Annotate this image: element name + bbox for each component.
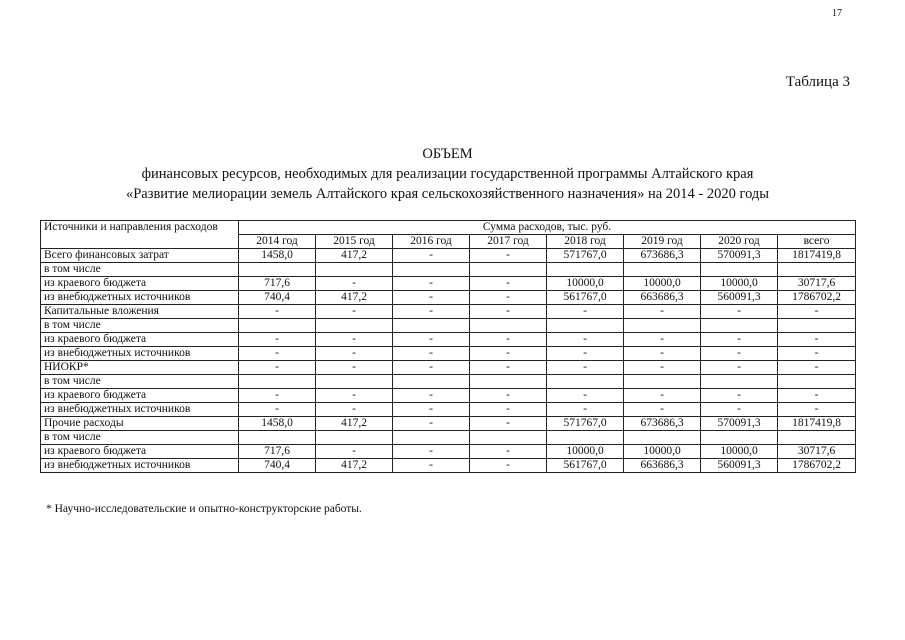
value-cell: - (393, 249, 470, 263)
value-cell: - (701, 403, 778, 417)
value-cell (778, 431, 856, 445)
value-cell: 417,2 (316, 417, 393, 431)
value-cell (547, 375, 624, 389)
value-cell: 10000,0 (547, 277, 624, 291)
row-label: в том числе (41, 431, 239, 445)
value-cell: 663686,3 (624, 291, 701, 305)
value-cell: - (701, 361, 778, 375)
table-row (41, 263, 856, 277)
value-cell (547, 319, 624, 333)
table-header-row (41, 221, 856, 235)
value-cell: - (393, 347, 470, 361)
value-cell: - (470, 347, 547, 361)
value-cell: - (470, 417, 547, 431)
value-cell: - (547, 389, 624, 403)
table-row (41, 291, 856, 305)
value-cell: - (393, 361, 470, 375)
value-cell: - (624, 305, 701, 319)
row-label: НИОКР* (41, 361, 239, 375)
value-cell: 673686,3 (624, 249, 701, 263)
value-cell: 1817419,8 (778, 249, 856, 263)
value-cell (239, 431, 316, 445)
value-cell: - (624, 403, 701, 417)
row-label: из краевого бюджета (41, 333, 239, 347)
value-cell: 570091,3 (701, 417, 778, 431)
heading-title: ОБЪЕМ (422, 146, 473, 162)
value-cell: 673686,3 (624, 417, 701, 431)
value-cell (393, 319, 470, 333)
value-cell: - (393, 459, 470, 473)
year-header: 2018 год (547, 235, 624, 249)
value-cell: - (701, 333, 778, 347)
value-cell: 1786702,2 (778, 291, 856, 305)
value-cell (547, 431, 624, 445)
value-cell: - (470, 445, 547, 459)
value-cell (316, 263, 393, 277)
table-row (41, 431, 856, 445)
table-row (41, 319, 856, 333)
value-cell (393, 263, 470, 277)
table-row (41, 305, 856, 319)
value-cell: - (239, 347, 316, 361)
value-cell (778, 263, 856, 277)
row-label: Прочие расходы (41, 417, 239, 431)
value-cell (778, 319, 856, 333)
year-header: 2017 год (470, 235, 547, 249)
table-row (41, 333, 856, 347)
row-label: Всего финансовых затрат (41, 249, 239, 263)
value-cell: - (547, 347, 624, 361)
year-header: 2014 год (239, 235, 316, 249)
row-label: из внебюджетных источников (41, 347, 239, 361)
value-cell (701, 431, 778, 445)
value-cell: - (393, 277, 470, 291)
value-cell: 560091,3 (701, 459, 778, 473)
value-cell: - (778, 403, 856, 417)
value-cell: 1458,0 (239, 417, 316, 431)
table-row (41, 445, 856, 459)
value-cell: - (624, 389, 701, 403)
value-cell: 417,2 (316, 291, 393, 305)
value-cell: - (778, 305, 856, 319)
value-cell: - (239, 305, 316, 319)
value-cell (239, 263, 316, 277)
value-cell: - (470, 291, 547, 305)
page-number: 17 (832, 8, 842, 19)
row-label: из внебюджетных источников (41, 403, 239, 417)
value-cell: - (547, 333, 624, 347)
row-label: в том числе (41, 319, 239, 333)
value-cell: 10000,0 (547, 445, 624, 459)
sum-column-header: Сумма расходов, тыс. руб. (239, 221, 856, 235)
value-cell (470, 375, 547, 389)
value-cell: - (470, 333, 547, 347)
value-cell: - (316, 361, 393, 375)
year-header: 2019 год (624, 235, 701, 249)
value-cell: - (239, 389, 316, 403)
value-cell: 717,6 (239, 277, 316, 291)
row-label: из внебюджетных источников (41, 291, 239, 305)
row-label: в том числе (41, 263, 239, 277)
value-cell: 560091,3 (701, 291, 778, 305)
value-cell (624, 375, 701, 389)
value-cell: 30717,6 (778, 445, 856, 459)
table-row (41, 389, 856, 403)
row-label: из краевого бюджета (41, 277, 239, 291)
value-cell (393, 375, 470, 389)
row-label: из внебюджетных источников (41, 459, 239, 473)
value-cell: 10000,0 (624, 445, 701, 459)
row-label: из краевого бюджета (41, 389, 239, 403)
value-cell: - (778, 333, 856, 347)
table-row (41, 459, 856, 473)
value-cell: - (316, 277, 393, 291)
value-cell: 561767,0 (547, 459, 624, 473)
value-cell (624, 263, 701, 277)
value-cell: - (470, 459, 547, 473)
finance-table (40, 220, 856, 473)
value-cell (239, 319, 316, 333)
year-header: 2015 год (316, 235, 393, 249)
value-cell: 570091,3 (701, 249, 778, 263)
table-row (41, 347, 856, 361)
value-cell: - (393, 305, 470, 319)
value-cell: - (316, 347, 393, 361)
value-cell: 417,2 (316, 249, 393, 263)
year-header: 2020 год (701, 235, 778, 249)
heading-line-2: «Развитие мелиорации земель Алтайского края сельскохозяйственного назначения» на 2014 - 2020 годы (125, 186, 770, 202)
value-cell: 10000,0 (701, 277, 778, 291)
value-cell: 1458,0 (239, 249, 316, 263)
value-cell (701, 375, 778, 389)
value-cell: - (470, 249, 547, 263)
value-cell (778, 375, 856, 389)
value-cell (701, 263, 778, 277)
value-cell: 30717,6 (778, 277, 856, 291)
value-cell: - (701, 347, 778, 361)
table-row (41, 249, 856, 263)
value-cell: 740,4 (239, 459, 316, 473)
value-cell: - (316, 403, 393, 417)
total-header: всего (778, 235, 856, 249)
value-cell: - (393, 389, 470, 403)
value-cell: 571767,0 (547, 249, 624, 263)
value-cell: - (470, 277, 547, 291)
row-label: Капитальные вложения (41, 305, 239, 319)
value-cell (470, 319, 547, 333)
finance-table-body (41, 221, 856, 473)
table-label: Таблица 3 (785, 74, 850, 90)
value-cell: - (393, 333, 470, 347)
value-cell: - (316, 333, 393, 347)
value-cell: - (470, 305, 547, 319)
value-cell: - (778, 361, 856, 375)
value-cell (624, 431, 701, 445)
value-cell: 561767,0 (547, 291, 624, 305)
value-cell: 571767,0 (547, 417, 624, 431)
value-cell: 10000,0 (624, 277, 701, 291)
source-column-header: Источники и направления расходов (41, 221, 239, 249)
value-cell (701, 319, 778, 333)
table-row (41, 361, 856, 375)
value-cell (316, 375, 393, 389)
value-cell (470, 431, 547, 445)
value-cell (470, 263, 547, 277)
value-cell: - (701, 305, 778, 319)
value-cell: - (393, 291, 470, 305)
value-cell: - (547, 403, 624, 417)
value-cell: - (239, 403, 316, 417)
value-cell: - (778, 389, 856, 403)
document-heading (40, 144, 855, 204)
value-cell (393, 431, 470, 445)
value-cell: - (393, 417, 470, 431)
value-cell: - (239, 361, 316, 375)
value-cell (624, 319, 701, 333)
value-cell (239, 375, 316, 389)
table-row (41, 417, 856, 431)
value-cell: - (701, 389, 778, 403)
footnote: * Научно-исследовательские и опытно-конструкторские работы. (46, 503, 362, 515)
value-cell: - (393, 445, 470, 459)
value-cell: - (547, 361, 624, 375)
value-cell: - (316, 389, 393, 403)
value-cell: - (470, 389, 547, 403)
value-cell: 1786702,2 (778, 459, 856, 473)
value-cell: - (316, 305, 393, 319)
value-cell: - (624, 361, 701, 375)
value-cell (547, 263, 624, 277)
value-cell: 10000,0 (701, 445, 778, 459)
value-cell: - (470, 403, 547, 417)
value-cell (316, 431, 393, 445)
value-cell: - (547, 305, 624, 319)
table-row (41, 375, 856, 389)
value-cell: - (316, 445, 393, 459)
year-header: 2016 год (393, 235, 470, 249)
value-cell: - (778, 347, 856, 361)
row-label: в том числе (41, 375, 239, 389)
value-cell: - (470, 361, 547, 375)
value-cell: 740,4 (239, 291, 316, 305)
value-cell: - (239, 333, 316, 347)
value-cell: 717,6 (239, 445, 316, 459)
value-cell: 1817419,8 (778, 417, 856, 431)
value-cell: - (624, 347, 701, 361)
value-cell: 417,2 (316, 459, 393, 473)
value-cell (316, 319, 393, 333)
value-cell: - (393, 403, 470, 417)
value-cell: - (624, 333, 701, 347)
table-row (41, 403, 856, 417)
heading-line-1: финансовых ресурсов, необходимых для реализации государственной программы Алтайского края (141, 166, 754, 182)
value-cell: 663686,3 (624, 459, 701, 473)
table-row (41, 277, 856, 291)
row-label: из краевого бюджета (41, 445, 239, 459)
